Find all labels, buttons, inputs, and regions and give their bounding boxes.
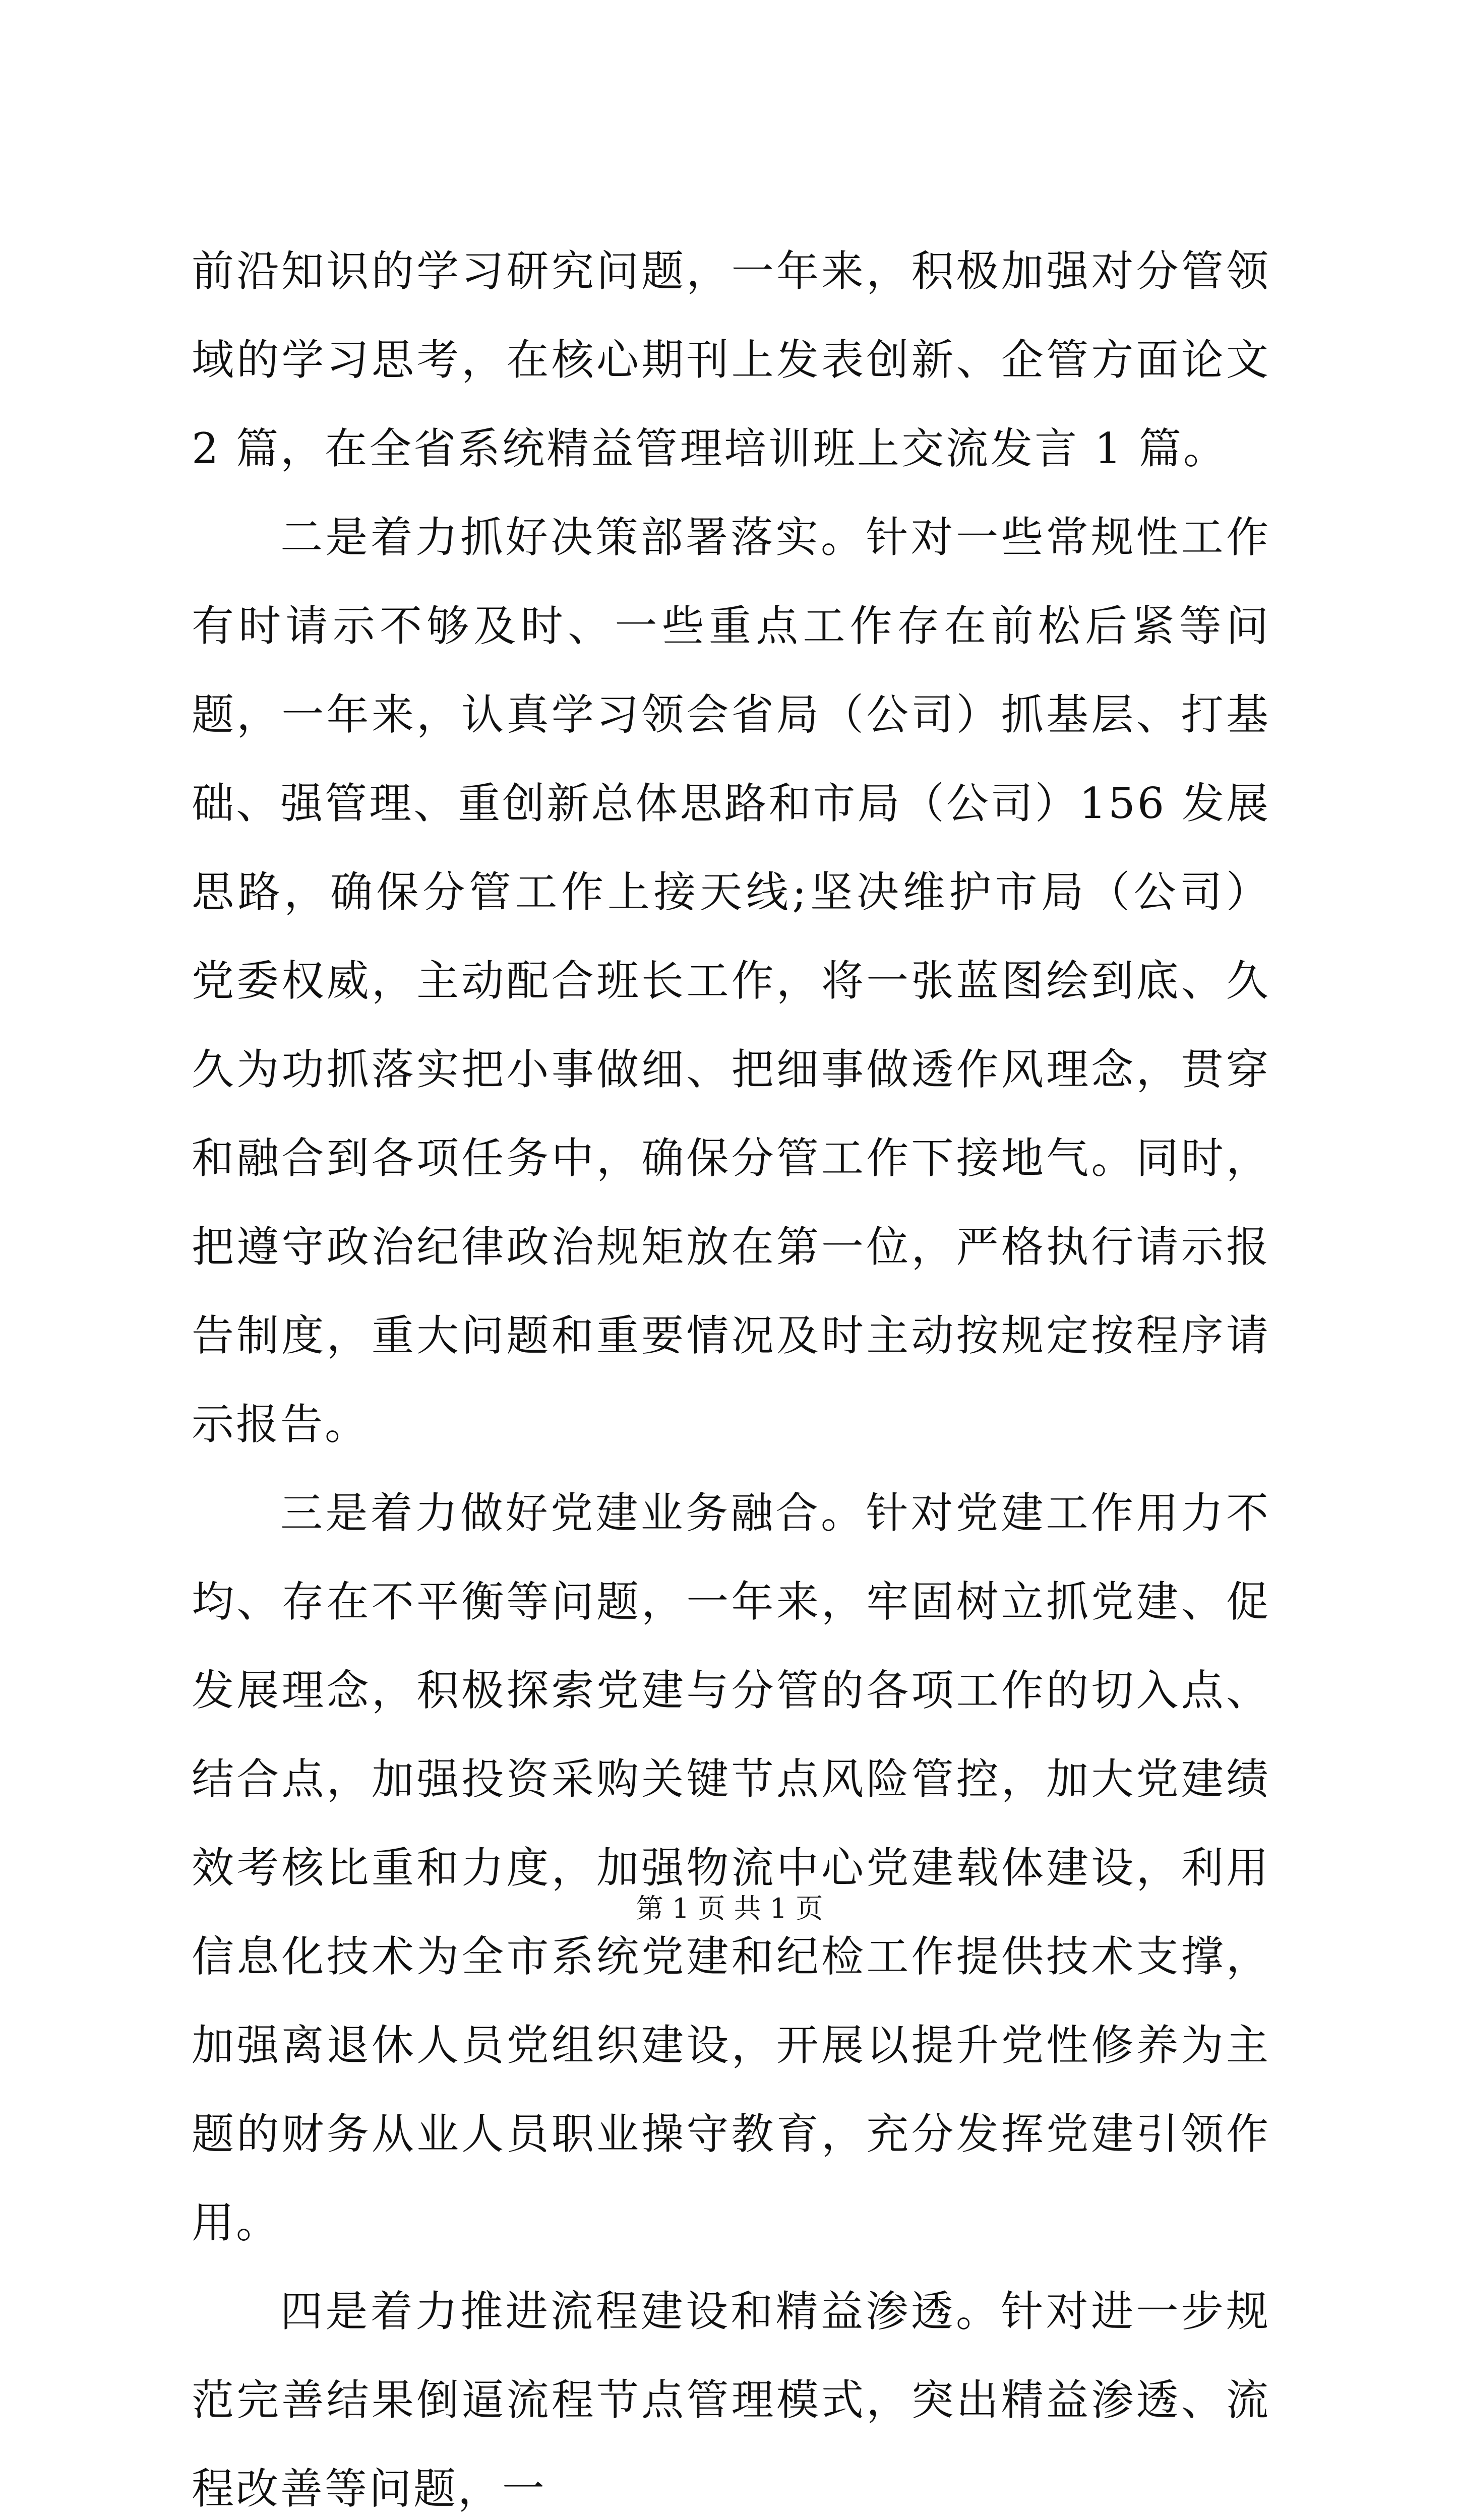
document-body (192, 227, 1270, 2520)
paragraph-process-construction: 四是着力推进流程建设和精益渗透。针对进一步规范完善结果倒逼流程节点管理模式，突出精益渗透、流程改善等问题，一 (192, 2287, 1270, 2513)
paragraph-decision-implementation: 二是着力抓好决策部署落实。针对一些常规性工作有时请示不够及时、一些重点工作存在前松后紧等问题，一年来，认真学习领会省局（公司）抓基层、打基础、强管理、重创新总体思路和市局（公司）156 发展思路，确保分管工作上接天线;坚决维护市局（公司）党委权威，主动配合班长工作，将一张蓝图绘到底、久久为功抓落实把小事做细、把细事做透作风理念，贯穿和融合到各项任务中，确保分管工作下接地气。同时，把遵守政治纪律政治规矩放在第一位，严格执行请示报告制度，重大问题和重要情况及时主动按规定按程序请示报告。 (192, 513, 1270, 1449)
page-footer: 第 1 页 共 1 页 (636, 1893, 823, 1924)
paragraph-continuation: 前沿知识的学习研究问题，一年来，积极加强对分管领域的学习思考，在核心期刊上发表创新、企管方面论文 2 篇，在全省系统精益管理培训班上交流发言 1 篇。 (192, 246, 1270, 473)
paragraph-party-building-integration: 三是着力做好党建业务融合。针对党建工作用力不均、存在不平衡等问题，一年来，牢固树立抓党建、促发展理念，积极探索党建与分管的各项工作的切入点、结合点，加强投资采购关键节点风险管控，加大党建绩效考核比重和力度，加强物流中心党建载体建设，利用信息化技术为全市系统党建和纪检工作提供技术支撑，加强离退休人员党组织建设，开展以提升党性修养为主题的财务从业人员职业操守教育，充分发挥党建引领作用。 (192, 1488, 1270, 2247)
